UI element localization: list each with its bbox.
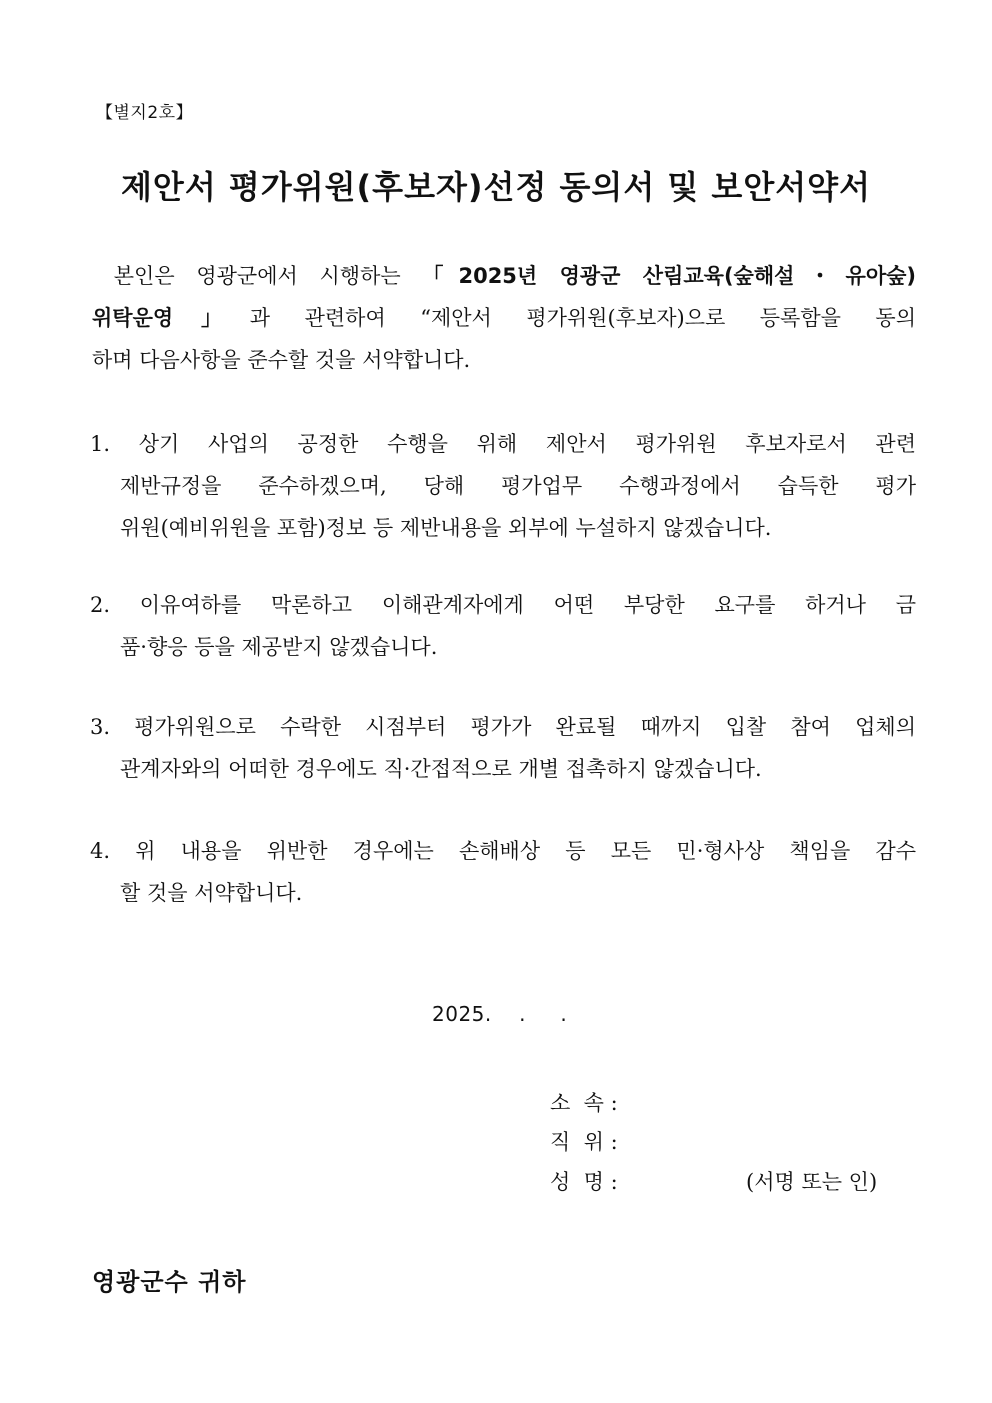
pledge-item-2 bbox=[90, 584, 916, 668]
pledge-item-1 bbox=[90, 423, 916, 549]
position-label: 직 위 : bbox=[550, 1130, 618, 1154]
sign-or-seal-note: (서명 또는 인) bbox=[746, 1170, 878, 1194]
pledge-item-4 bbox=[90, 830, 916, 914]
attachment-label: 【별지2호】 bbox=[96, 103, 194, 123]
pledge-line: 품·향응 등을 제공받지 않겠습니다. bbox=[120, 635, 438, 659]
pledge-line: 2. 이유여하를 막론하고 이해관계자에게 어떤 부당한 요구를 하거나 금 bbox=[90, 593, 916, 617]
name-row bbox=[550, 1166, 878, 1196]
intro-text: 과 관련하여 “제안서 평가위원(후보자)으로 등록함을 동의 bbox=[249, 306, 916, 330]
pledge-line: 관계자와의 어떠한 경우에도 직·간접적으로 개별 접촉하지 않겠습니다. bbox=[120, 757, 762, 781]
addressee: 영광군수 귀하 bbox=[92, 1268, 247, 1296]
project-name-end: 위탁운영」 bbox=[92, 306, 250, 330]
affiliation-row bbox=[550, 1087, 642, 1117]
document-title: 제안서 평가위원(후보자)선정 동의서 및 보안서약서 bbox=[121, 168, 871, 206]
intro-text: 본인은 영광군에서 시행하는 bbox=[113, 264, 423, 288]
pledge-line: 할 것을 서약합니다. bbox=[120, 881, 303, 905]
intro-paragraph bbox=[92, 255, 916, 381]
pledge-line: 1. 상기 사업의 공정한 수행을 위해 제안서 평가위원 후보자로서 관련 bbox=[90, 432, 916, 456]
pledge-line: 3. 평가위원으로 수락한 시점부터 평가가 완료될 때까지 입찰 참여 업체의 bbox=[90, 715, 916, 739]
pledge-line: 제반규정을 준수하겠으며, 당해 평가업무 수행과정에서 습득한 평가 bbox=[120, 474, 916, 498]
project-name: 「2025년 영광군 산림교육(숲해설・유아숲) bbox=[422, 264, 916, 288]
pledge-item-3 bbox=[90, 706, 916, 790]
pledge-line: 4. 위 내용을 위반한 경우에는 손해배상 등 모든 민·형사상 책임을 감수 bbox=[90, 839, 916, 863]
signing-date: 2025. . . bbox=[432, 1002, 568, 1026]
intro-line-1 bbox=[92, 255, 916, 297]
affiliation-label: 소 속 : bbox=[550, 1091, 618, 1115]
position-row bbox=[550, 1126, 642, 1156]
name-label: 성 명 : bbox=[550, 1170, 618, 1194]
pledge-line: 위원(예비위원을 포함)정보 등 제반내용을 외부에 누설하지 않겠습니다. bbox=[120, 516, 772, 540]
intro-line-2 bbox=[92, 297, 916, 339]
intro-line-3: 하며 다음사항을 준수할 것을 서약합니다. bbox=[92, 348, 471, 372]
